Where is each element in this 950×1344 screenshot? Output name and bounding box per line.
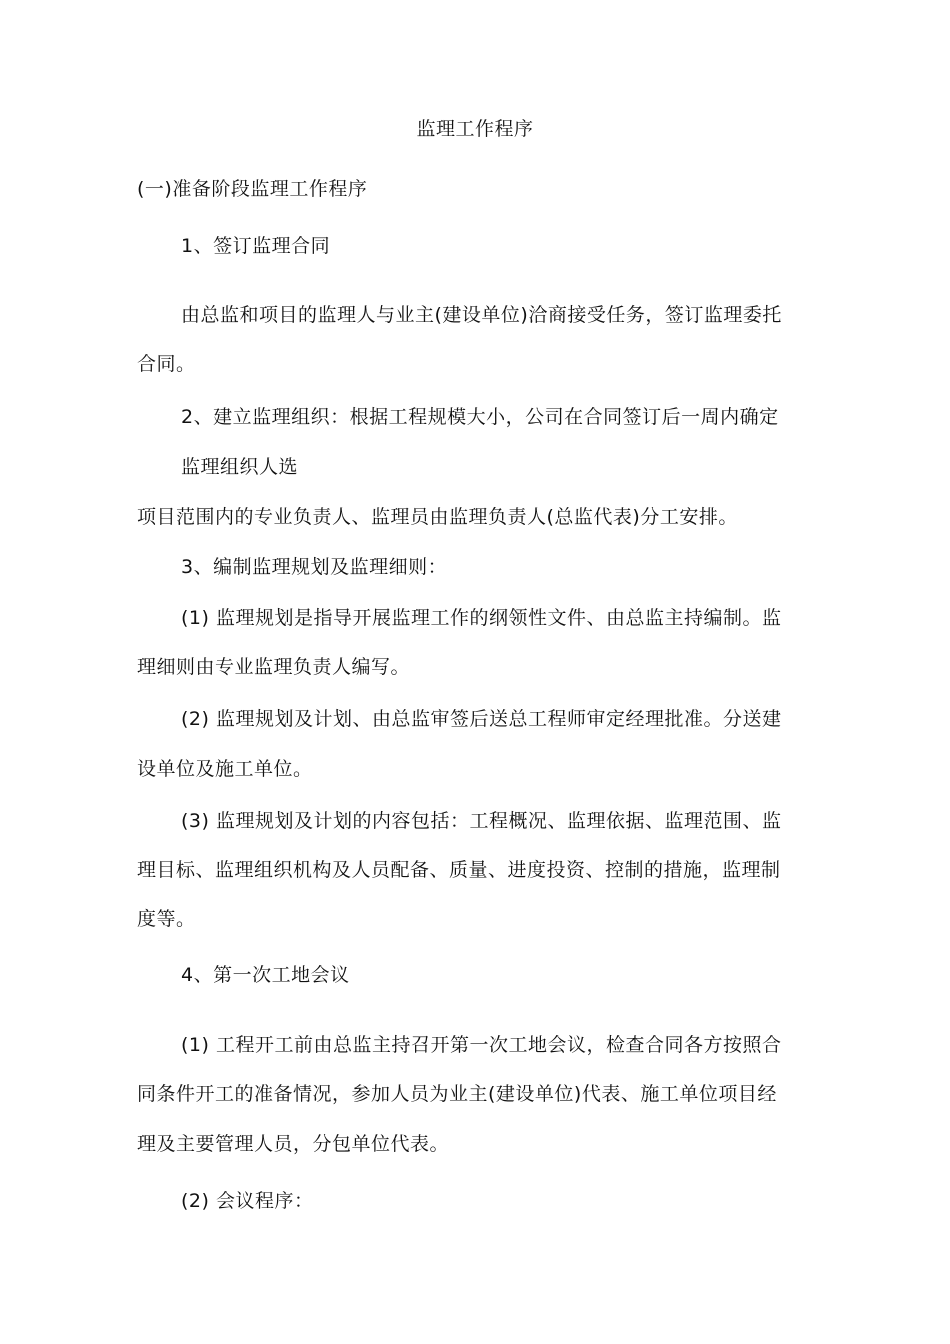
item3-sub2-line: (2) 监理规划及计划、由总监审签后送总工程师审定经理批准。分送建 — [181, 708, 782, 730]
item3-sub2-line: 设单位及施工单位。 — [137, 758, 313, 780]
item3-sub3-line: 度等。 — [137, 908, 196, 930]
item1-heading: 1、签订监理合同 — [181, 235, 331, 257]
item1-body-line: 合同。 — [137, 353, 196, 375]
item3-sub3-line: 理目标、监理组织机构及人员配备、质量、进度投资、控制的措施，监理制 — [137, 859, 781, 881]
item4-heading: 4、第一次工地会议 — [181, 964, 350, 986]
item2-line: 项目范围内的专业负责人、监理员由监理负责人(总监代表)分工安排。 — [137, 506, 738, 528]
item4-sub1-line: 同条件开工的准备情况，参加人员为业主(建设单位)代表、施工单位项目经 — [137, 1083, 777, 1105]
section-heading: (一)准备阶段监理工作程序 — [137, 178, 368, 200]
item2-line: 监理组织人选 — [181, 456, 299, 478]
item3-heading: 3、编制监理规划及监理细则： — [181, 556, 448, 578]
item3-sub3-line: (3) 监理规划及计划的内容包括：工程概况、监理依据、监理范围、监 — [181, 810, 782, 832]
item4-sub1-line: 理及主要管理人员，分包单位代表。 — [137, 1133, 450, 1155]
item4-sub1-line: (1) 工程开工前由总监主持召开第一次工地会议，检查合同各方按照合 — [181, 1034, 782, 1056]
item1-body-line: 由总监和项目的监理人与业主(建设单位)洽商接受任务，签订监理委托 — [181, 304, 782, 326]
item3-sub1-line: 理细则由专业监理负责人编写。 — [137, 656, 411, 678]
item4-sub2-heading: (2) 会议程序： — [181, 1190, 314, 1212]
document-title: 监理工作程序 — [416, 118, 534, 140]
item3-sub1-line: (1) 监理规划是指导开展监理工作的纲领性文件、由总监主持编制。监 — [181, 607, 782, 629]
item2-line: 2、建立监理组织：根据工程规模大小，公司在合同签订后一周内确定 — [181, 406, 779, 428]
